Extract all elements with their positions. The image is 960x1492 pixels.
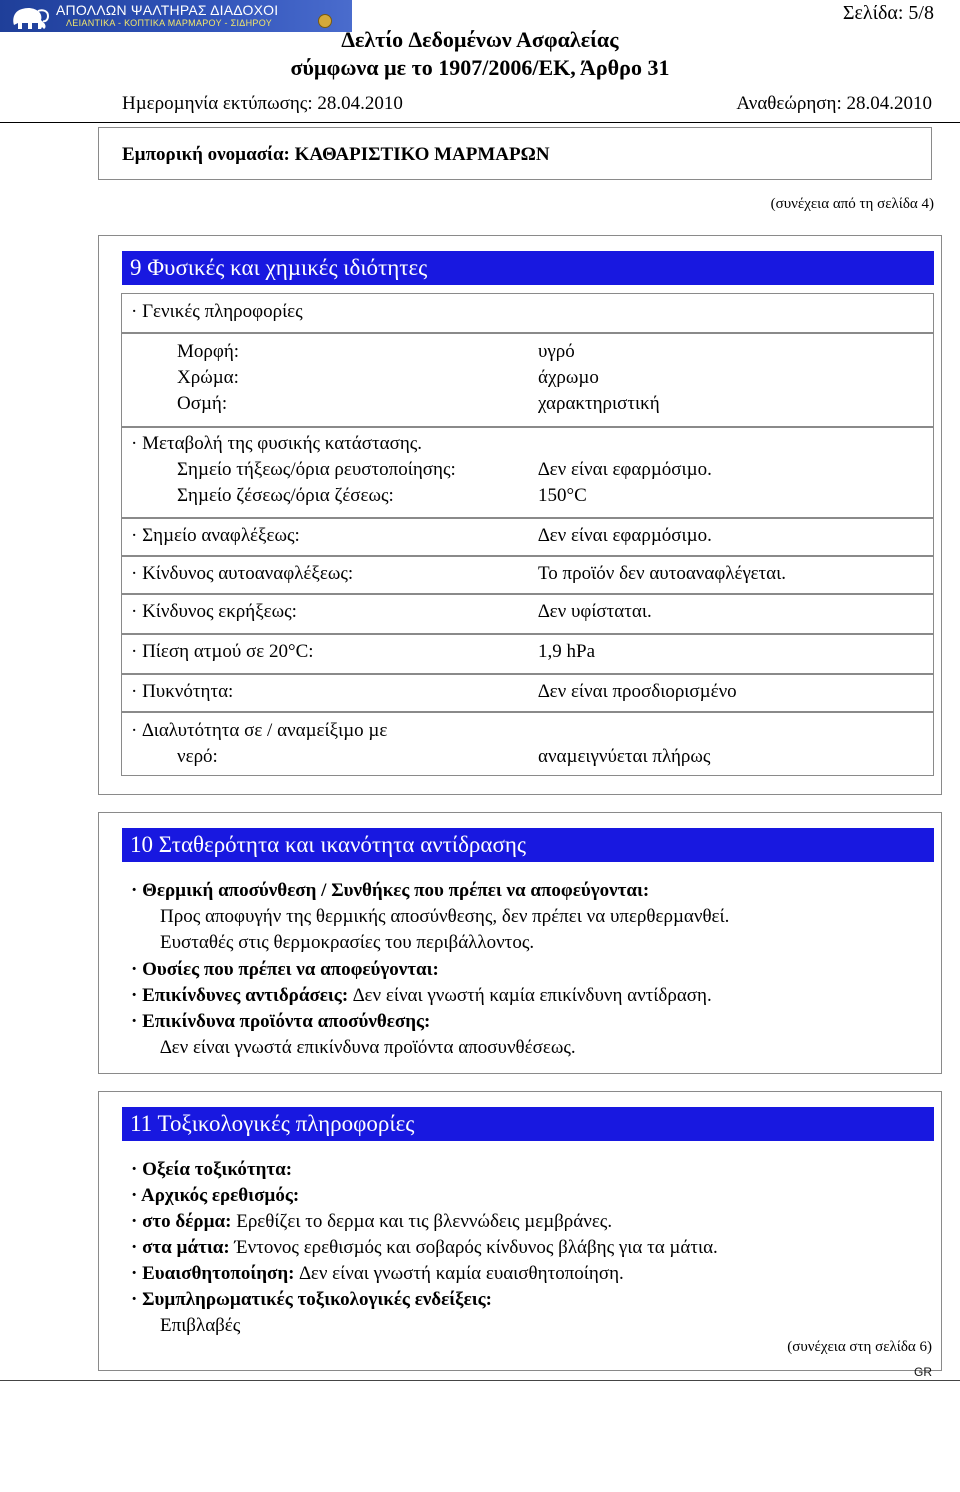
eyes-value: Έντονος ερεθισµός και σοβαρός κίνδυνος βλάβης για τα µάτια. bbox=[234, 1237, 718, 1258]
skin-value: Ερεθίζει το δερµα και τις βλεννώδεις µεµβράνες. bbox=[236, 1211, 613, 1232]
sensitisation-row bbox=[131, 1263, 624, 1285]
footer-divider bbox=[0, 1380, 960, 1381]
decomp-value: ∆εν είναι γνωστά επικίνδυνα προϊόντα αποσυνθέσεως. bbox=[160, 1037, 576, 1058]
company-name: ΑΠΟΛΛΩΝ ΨΑΛΤΗΡΑΣ ΔΙΑΔΟΧΟΙ bbox=[56, 2, 279, 18]
sensitisation-value: ∆εν είναι γνωστή καµία ευαισθητοποίηση. bbox=[299, 1263, 624, 1284]
form-label: Μορφή: bbox=[177, 341, 240, 362]
explosion-value: ∆εν υφίσταται. bbox=[538, 601, 652, 622]
eyes-row bbox=[131, 1237, 718, 1259]
reactions-label: · Επικίνδυνες αντιδράσεις: bbox=[131, 985, 349, 1006]
odor-label: Οσµή: bbox=[177, 393, 228, 414]
skin-label: · στο δέρµα: bbox=[131, 1211, 232, 1232]
skin-row bbox=[131, 1211, 612, 1233]
sensitisation-label: · Ευαισθητοποίηση: bbox=[131, 1263, 295, 1284]
language-code: GR bbox=[914, 1365, 932, 1379]
section-11-heading: 11 Τοξικολογικές πληροφορίες bbox=[122, 1107, 934, 1141]
trade-name: Εµπορική ονοµασία: ΚΑΘΑΡΙΣΤΙΚΟ ΜΑΡΜΑΡΩΝ bbox=[122, 144, 550, 165]
color-value: άχρωµο bbox=[538, 367, 599, 388]
vapour-label: · Πίεση ατµού σε 20°C: bbox=[131, 641, 314, 662]
density-box bbox=[121, 674, 934, 712]
boiling-label: Σηµείο ζέσεως/όρια ζέσεως: bbox=[177, 485, 394, 506]
continued-on: (συνέχεια στη σελίδα 6) bbox=[787, 1339, 932, 1355]
supplementary-label: · Συµπληρωµατικές τοξικολογικές ενδείξεις: bbox=[131, 1289, 492, 1310]
acute-label: · Οξεία τοξικότητα: bbox=[131, 1159, 293, 1180]
density-value: ∆εν είναι προσδιορισµένο bbox=[538, 681, 737, 702]
company-tagline: ΛΕΙΑΝΤΙΚΑ - ΚΟΠΤΙΚΑ ΜΑΡΜΑΡΟΥ - ΣΙΔΗΡΟΥ bbox=[66, 18, 273, 28]
seal-icon bbox=[318, 14, 332, 28]
print-date: Ηµεροµηνία εκτύπωσης: 28.04.2010 bbox=[122, 93, 403, 114]
appearance-box bbox=[121, 333, 934, 427]
melting-value: ∆εν είναι εφαρµόσιµο. bbox=[538, 459, 712, 480]
header-divider bbox=[0, 122, 960, 123]
supplementary-value: Επιβλαβές bbox=[160, 1315, 241, 1336]
continued-from: (συνέχεια από τη σελίδα 4) bbox=[770, 196, 934, 212]
solubility-label-cont: νερό: bbox=[177, 746, 218, 767]
document-title: ∆ελτίο ∆εδοµένων Ασφαλείας bbox=[341, 27, 619, 52]
boiling-value: 150°C bbox=[538, 485, 587, 506]
avoid-label: · Ουσίες που πρέπει να αποφεύγονται: bbox=[131, 959, 439, 980]
thermal-label: · Θερµική αποσύνθεση / Συνθήκες που πρέπει να αποφεύγονται: bbox=[131, 880, 650, 901]
density-label: · Πυκνότητα: bbox=[131, 681, 234, 702]
thermal-text-2: Ευσταθές στις θερµοκρασίες του περιβάλλοντος. bbox=[160, 932, 535, 953]
odor-value: χαρακτηριστική bbox=[538, 393, 660, 414]
autoignition-label: · Κίνδυνος αυτοαναφλέξεως: bbox=[131, 563, 354, 584]
page-number: Σελίδα: 5/8 bbox=[842, 2, 934, 24]
form-value: υγρό bbox=[538, 341, 575, 362]
general-info-label: · Γενικές πληροφορίες bbox=[131, 301, 303, 322]
melting-label: Σηµείο τήξεως/όρια ρευστοποίησης: bbox=[177, 459, 456, 480]
section-9-heading: 9 Φυσικές και χηµικές ιδιότητες bbox=[122, 251, 934, 285]
reactions-row bbox=[131, 985, 712, 1007]
vapour-value: 1,9 hPa bbox=[538, 641, 595, 662]
document-subtitle: σύµφωνα µε το 1907/2006/ΕΚ, Άρθρο 31 bbox=[290, 55, 670, 80]
flash-label: · Σηµείο αναφλέξεως: bbox=[131, 525, 300, 546]
revision-date: Αναθεώρηση: 28.04.2010 bbox=[736, 93, 932, 114]
thermal-text-1: Προς αποφυγήν της θερµικής αποσύνθεσης, δεν πρέπει να υπερθερµανθεί. bbox=[160, 906, 730, 927]
autoignition-value: Το προϊόν δεν αυτοαναφλέγεται. bbox=[538, 563, 787, 584]
irritation-label: · Αρχικός ερεθισµός: bbox=[131, 1185, 300, 1206]
reactions-value: ∆εν είναι γνωστή καµία επικίνδυνη αντίδραση. bbox=[352, 985, 712, 1006]
flash-value: ∆εν είναι εφαρµόσιµο. bbox=[538, 525, 712, 546]
decomp-label: · Επικίνδυνα προϊόντα αποσύνθεσης: bbox=[131, 1011, 431, 1032]
section-10-heading: 10 Σταθερότητα και ικανότητα αντίδρασης bbox=[122, 828, 934, 862]
solubility-label: · ∆ιαλυτότητα σε / αναµείξιµο µε bbox=[131, 720, 388, 741]
state-change-label: · Μεταβολή της φυσικής κατάστασης. bbox=[131, 433, 423, 454]
solubility-value: αναµειγνύεται πλήρως bbox=[538, 746, 711, 767]
color-label: Χρώµα: bbox=[177, 367, 239, 388]
explosion-label: · Κίνδυνος εκρήξεως: bbox=[131, 601, 297, 622]
eyes-label: · στα µάτια: bbox=[131, 1237, 230, 1258]
